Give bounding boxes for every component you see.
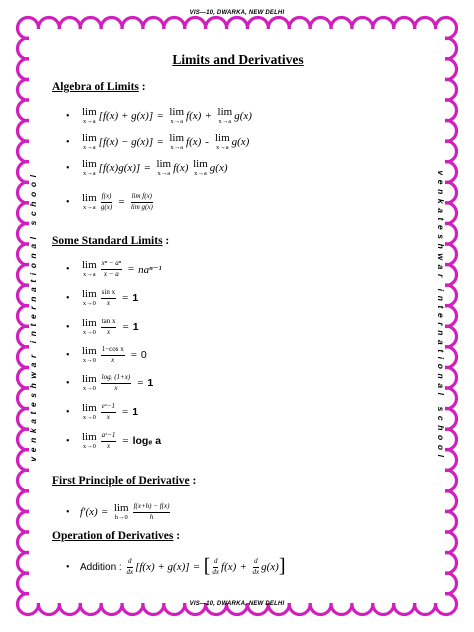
standard-limit-log: • lim x→0 $\frac{\text{logₑ (1+x)}}{x}$ = 1 [66, 372, 154, 392]
formula-quotient-rule: • lim x→a $\frac{f(x)}{g(x)}$ = $\frac{\text{lim f(x)}}{\text{lim g(x)}}$ [66, 191, 153, 211]
page-title: Limits and Derivatives [172, 52, 304, 67]
standard-limit-sine: • lim x→0 $\frac{\text{sin x}}{x}$ = 1 [66, 287, 139, 307]
standard-limit-exponential: • lim x→0 $\frac{\text{eˣ−1}}{x}$ = 1 [66, 401, 139, 421]
bullet: • [66, 196, 70, 208]
standard-limit-power: • lim x→a $\frac{\text{xⁿ − aⁿ}}{x - a}$ = naⁿ⁻¹ [66, 258, 162, 278]
bullet: • [66, 506, 70, 518]
bullet: • [66, 321, 70, 333]
bullet: • [66, 162, 70, 174]
bullet: • [66, 406, 70, 418]
formula-addition-derivative: • Addition : $\frac{d}{dx}$ [f(x) + g(x)] = [ $\frac{d}{dx}$ f(x) + $\frac{d}{dx}$ g(x) ] [66, 555, 286, 577]
bullet: • [66, 136, 70, 148]
standard-limit-tangent: • lim x→0 $\frac{\text{tan x}}{x}$ = 1 [66, 316, 139, 336]
section-standard-limits: Some Standard Limits : [52, 235, 170, 247]
standard-limit-power-base: • lim x→0 $\frac{\text{aˣ−1}}{x}$ = logₑ a [66, 430, 162, 450]
section-first-principle: First Principle of Derivative : [52, 475, 197, 487]
section-operation-of-derivatives: Operation of Derivatives : [52, 530, 181, 542]
section-algebra-of-limits: Algebra of Limits : [52, 81, 146, 93]
standard-limit-cosine: • lim x→0 $\frac{\text{1−cos x}}{x}$ = 0 [66, 344, 147, 364]
formula-product-rule: • lim x→a [f(x)g(x)] = lim x→a f(x) lim x→a g(x) [66, 157, 228, 177]
bullet: • [66, 561, 70, 573]
banner-bottom: VIS—10, DWARKA, NEW DELHI [189, 601, 285, 607]
formula-difference-rule: • lim x→a [f(x) − g(x)] = lim x→a f(x) - lim x→a g(x) [66, 131, 250, 151]
bullet: • [66, 263, 70, 275]
bullet: • [66, 292, 70, 304]
bullet: • [66, 435, 70, 447]
banner-top: VIS—10, DWARKA, NEW DELHI [189, 10, 285, 16]
formula-sum-rule: • lim x→a [f(x) + g(x)] = lim x→a f(x) + lim x→a g(x) [66, 105, 252, 125]
bullet: • [66, 110, 70, 122]
bullet: • [66, 349, 70, 361]
bullet: • [66, 377, 70, 389]
formula-first-principle: • f′(x) = lim h→0 $\frac{f(x+h) - f(x)}{h}$ [66, 501, 170, 521]
